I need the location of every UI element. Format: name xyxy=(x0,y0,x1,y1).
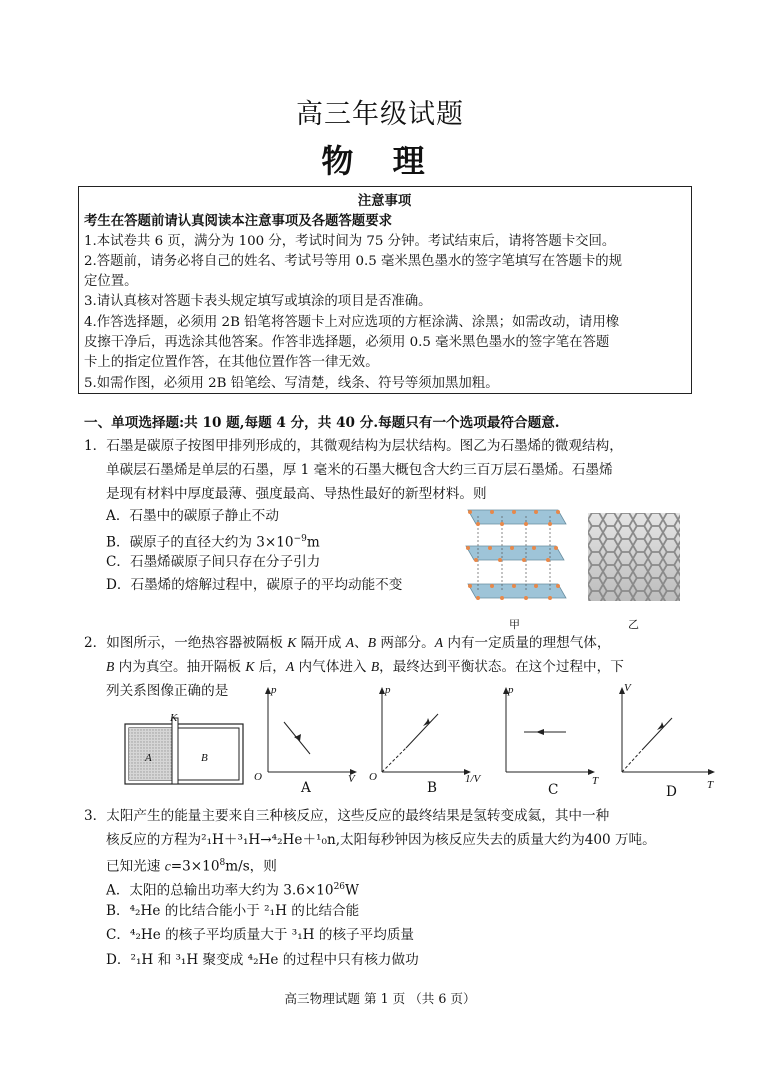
q1-option-c: C．石墨烯碳原子间只存在分子引力 xyxy=(106,554,321,570)
graphene-mesh-figure xyxy=(588,513,680,601)
graph-d-yaxis: V xyxy=(624,682,631,694)
q3-option-d: D．²₁H 和 ³₁H 聚变成 ⁴₂He 的过程中只有核力做功 xyxy=(106,952,419,968)
notice-line: 定位置。 xyxy=(84,274,138,290)
chamber-a-label: A xyxy=(145,752,152,764)
graph-c-xaxis: T xyxy=(592,775,599,787)
graph-a xyxy=(258,686,358,780)
figure-label-jia: 甲 xyxy=(509,618,520,631)
graph-d xyxy=(612,686,716,780)
graph-b-xaxis: 1/V xyxy=(465,773,481,785)
q3-option-b: B．⁴₂He 的比结合能小于 ²₁H 的比结合能 xyxy=(106,903,360,919)
graph-b-origin: O xyxy=(369,771,377,783)
q3-line: 3．太阳产生的能量主要来自三种核反应，这些反应的最终结果是氢转变成氦，其中一种 xyxy=(84,808,610,824)
q1-line: 单碳层石墨烯是单层的石墨，厚 1 毫米的石墨大概包含大约三百万层石墨烯。石墨烯 xyxy=(106,462,613,478)
subject-title: 物 理 xyxy=(321,142,439,180)
q2-line: B 内为真空。抽开隔板 K 后，A 内气体进入 B，最终达到平衡状态。在这个过程中，下 xyxy=(106,659,624,675)
notice-box xyxy=(78,186,692,394)
graph-c xyxy=(496,686,596,780)
graph-a-choice: A xyxy=(301,780,311,796)
page-footer: 高三物理试题 第 1 页 （共 6 页） xyxy=(284,991,476,1006)
q2-line: 2．如图所示，一绝热容器被隔板 K 隔开成 A、B 两部分。A 内有一定质量的理想气体， xyxy=(84,635,611,651)
graph-a-origin: O xyxy=(254,771,262,783)
chamber-b-label: B xyxy=(201,752,208,764)
q1-line: 1．石墨是碳原子按图甲排列形成的，其微观结构为层状结构。图乙为石墨烯的微观结构， xyxy=(84,438,623,454)
q3-line: 核反应的方程为²₁H＋³₁H→⁴₂He＋¹₀n,太阳每秒钟因为核反应失去的质量大约为400 万吨。 xyxy=(106,832,656,848)
notice-line: 5.如需作图，必须用 2B 铅笔绘、写清楚，线条、符号等须加黑加粗。 xyxy=(84,375,499,391)
notice-line: 皮擦干净后，再选涂其他答案。作答非选择题，必须用 0.5 毫米黑色墨水的签字笔在答题 xyxy=(84,335,610,351)
q1-option-b: B．碳原子的直径大约为 $3\times 10^{-9}m$ xyxy=(106,534,320,551)
graph-d-xaxis: T xyxy=(707,779,714,791)
notice-line: 3.请认真核对答题卡表头规定填写或填涂的项目是否准确。 xyxy=(84,294,432,310)
graph-a-yaxis: p xyxy=(271,684,277,696)
container-figure xyxy=(122,714,246,788)
notice-line: 2.答题前，请务必将自己的姓名、考试号等用 0.5 毫米黑色墨水的签字笔填写在答题卡的规 xyxy=(84,253,623,269)
notice-heading: 注意事项 xyxy=(357,193,412,209)
partition-label: K xyxy=(170,712,178,724)
graph-b-choice: B xyxy=(427,780,437,796)
notice-bold-line: 考生在答题前请认真阅读本注意事项及各题答题要求 xyxy=(84,213,392,230)
graph-d-choice: D xyxy=(666,784,677,800)
q3-option-c: C．⁴₂He 的核子平均质量大于 ³₁H 的核子平均质量 xyxy=(106,927,415,943)
q1-option-d: D．石墨烯的熔解过程中，碳原子的平均动能不变 xyxy=(106,577,403,593)
section-heading: 一、单项选择题:共 10 题,每题 4 分，共 40 分.每题只有一个选项最符合题意. xyxy=(84,415,560,431)
graphite-layers-figure xyxy=(458,502,570,608)
notice-line: 4.作答选择题，必须用 2B 铅笔将答题卡上对应选项的方框涂满、涂黑；如需改动，请用橡 xyxy=(84,314,620,330)
graph-a-xaxis: V xyxy=(348,773,355,785)
grade-title: 高三年级试题 xyxy=(296,99,464,130)
notice-line: 卡上的指定位置作答，在其他位置作答一律无效。 xyxy=(84,355,379,371)
figure-label-yi: 乙 xyxy=(628,618,639,631)
q3-option-a: A．太阳的总输出功率大约为 $3.6\times 10^{26}W$ xyxy=(106,882,360,899)
q1-option-a: A．石墨中的碳原子静止不动 xyxy=(106,508,279,524)
graph-b xyxy=(372,686,472,780)
q2-line: 列关系图像正确的是 xyxy=(106,683,229,699)
graph-c-yaxis: p xyxy=(508,684,514,696)
q3-line: 已知光速 $c=3\times 10^8m/s$，则 xyxy=(106,858,277,875)
graph-c-choice: C xyxy=(548,782,559,798)
q1-line: 是现有材料中厚度最薄、强度最高、导热性最好的新型材料。则 xyxy=(106,486,487,502)
graph-b-yaxis: p xyxy=(385,684,391,696)
notice-line: 1.本试卷共 6 页，满分为 100 分，考试时间为 75 分钟。考试结束后，请将答题卡交回。 xyxy=(84,233,616,249)
